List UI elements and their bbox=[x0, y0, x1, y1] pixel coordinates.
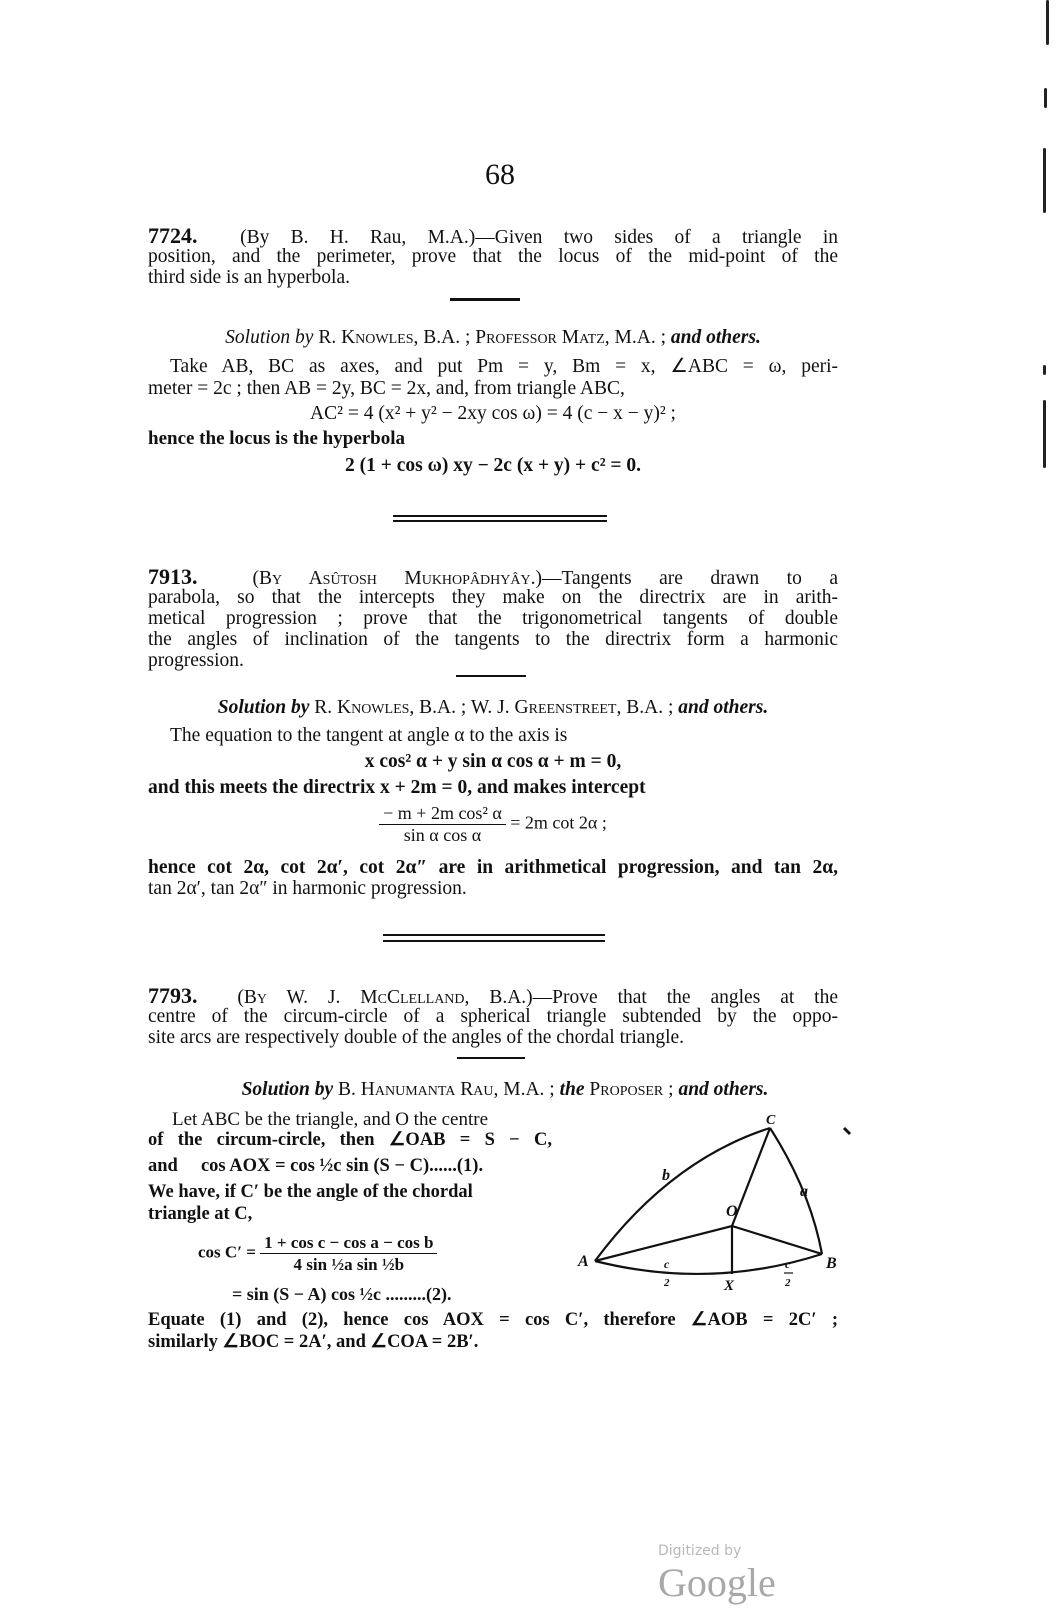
solution-prefix: Solution by bbox=[225, 327, 314, 348]
denominator: 4 sin ½a sin ½b bbox=[293, 1255, 405, 1274]
numerator: 1 + cos c − cos a − cos b bbox=[260, 1232, 437, 1254]
label-o-center: O bbox=[726, 1203, 738, 1220]
proposer: (By B. H. Rau, M.A.) bbox=[240, 227, 476, 248]
statement-line: site arcs are respectively double of the angles of the chordal triangle. bbox=[148, 1027, 685, 1048]
label-c-vertex: C bbox=[766, 1113, 776, 1128]
lhs: cos C′ = bbox=[198, 1242, 256, 1262]
fraction bbox=[260, 1232, 437, 1275]
body-line: hence the locus is the hyperbola bbox=[148, 428, 406, 449]
body-line: Take AB, BC as axes, and put Pm = y, Bm = x, ∠ABC = ω, peri- bbox=[170, 356, 838, 377]
google-watermark bbox=[658, 1540, 848, 1605]
equation: x cos² α + y sin α cos α + m = 0, bbox=[364, 751, 622, 772]
solution-credit bbox=[160, 1079, 850, 1100]
solution-names: R. Knowles, B.A. ; Professor Matz, M.A. ; bbox=[318, 327, 666, 348]
equation: 2 (1 + cos ω) xy − 2c (x + y) + c² = 0. bbox=[344, 455, 642, 476]
fraction-equation bbox=[198, 1232, 518, 1275]
equation-2: = sin (S − A) cos ½c .........(2). bbox=[232, 1284, 452, 1304]
margin-mark bbox=[1043, 365, 1046, 375]
problem-number: 7793. bbox=[148, 983, 198, 1008]
solution-names: R. Knowles, B.A. ; W. J. Greenstreet, B.A. ; bbox=[314, 697, 674, 718]
solution-prefix: Solution by bbox=[241, 1079, 334, 1100]
body-line: meter = 2c ; then AB = 2y, BC = 2x, and, from triangle ABC, bbox=[148, 378, 625, 399]
fraction bbox=[379, 803, 506, 846]
problem-7724-line-1 bbox=[148, 225, 838, 248]
label-a-side: a bbox=[800, 1183, 808, 1200]
short-rule bbox=[456, 675, 526, 677]
statement-line: progression. bbox=[148, 650, 244, 671]
proposer: (By Asûtosh Mukhopâdhyây.) bbox=[252, 568, 542, 589]
problem-7913-line-1 bbox=[148, 566, 838, 589]
short-rule bbox=[450, 298, 520, 301]
denominator: sin α cos α bbox=[403, 825, 482, 845]
label-c-half-left-num: c bbox=[664, 1257, 670, 1271]
body-line: We have, if C′ be the angle of the chordal bbox=[148, 1182, 473, 1202]
body-line: and this meets the directrix x + 2m = 0, and makes intercept bbox=[148, 777, 646, 798]
label-a-vertex: A bbox=[578, 1253, 589, 1270]
label-b-vertex: B bbox=[826, 1255, 837, 1272]
solution-credit bbox=[148, 697, 838, 718]
statement-line: parabola, so that the intercepts they make on the directrix are in arith- bbox=[148, 587, 838, 608]
body-line: triangle at C, bbox=[148, 1204, 253, 1224]
statement-line: metical progression ; prove that the trigonometrical tangents of double bbox=[148, 608, 838, 629]
proposer: (By W. J. McClelland, B.A.) bbox=[237, 987, 533, 1008]
solution-suffix: and others. bbox=[670, 327, 761, 348]
solution-names: B. Hanumanta Rau, M.A. ; bbox=[338, 1079, 555, 1100]
statement-text: —Given two sides of a triangle in bbox=[475, 227, 839, 248]
body-line: The equation to the tangent at angle α to the axis is bbox=[170, 725, 568, 746]
stray-mark bbox=[844, 1128, 850, 1134]
problem-7793-line-1 bbox=[148, 985, 838, 1008]
solution-suffix: and others. bbox=[678, 1079, 769, 1100]
body-line: of the circum-circle, then ∠OAB = S − C, bbox=[148, 1130, 552, 1150]
statement-line: the angles of inclination of the tangents to the directrix form a harmonic bbox=[148, 629, 838, 650]
label-c-half-right-num: c bbox=[785, 1257, 791, 1271]
chords-to-center bbox=[595, 1226, 822, 1261]
double-rule-bottom bbox=[393, 520, 607, 522]
watermark-prefix: Digitized by bbox=[658, 1543, 742, 1559]
margin-mark bbox=[1044, 88, 1047, 108]
equation-1: cos AOX = cos ½c sin (S − C)......(1). bbox=[200, 1156, 484, 1176]
watermark-brand-logo: Google bbox=[658, 1560, 776, 1605]
double-rule-top bbox=[393, 515, 607, 517]
arc-a bbox=[770, 1128, 822, 1254]
margin-mark bbox=[1046, 0, 1049, 45]
double-rule-top bbox=[383, 934, 605, 936]
numerator: − m + 2m cos² α bbox=[379, 803, 506, 825]
solution-middle-it: the bbox=[559, 1079, 585, 1100]
line-co bbox=[732, 1128, 770, 1226]
and-word: and bbox=[148, 1156, 178, 1176]
body-line: Let ABC be the triangle, and O the centre bbox=[172, 1109, 489, 1130]
statement-line: centre of the circum-circle of a spherical triangle subtended by the oppo- bbox=[148, 1006, 838, 1027]
equation: AC² = 4 (x² + y² − 2xy cos ω) = 4 (c − x − y)² ; bbox=[310, 403, 676, 424]
problem-number: 7913. bbox=[148, 564, 198, 589]
body-line: Equate (1) and (2), hence cos AOX = cos C′, therefore ∠AOB = 2C′ ; bbox=[148, 1310, 838, 1330]
margin-mark bbox=[1043, 400, 1046, 468]
label-c-half-left-den: 2 bbox=[664, 1277, 670, 1289]
label-b-side: b bbox=[662, 1167, 670, 1184]
solution-credit bbox=[148, 327, 838, 348]
double-rule-bottom bbox=[383, 940, 605, 942]
body-line: tan 2α′, tan 2α″ in harmonic progression. bbox=[148, 878, 467, 899]
body-line: similarly ∠BOC = 2A′, and ∠COA = 2B′. bbox=[148, 1332, 479, 1352]
label-x: X bbox=[724, 1278, 735, 1294]
margin-mark bbox=[1043, 148, 1046, 213]
body-line bbox=[148, 1156, 552, 1177]
statement-text: —Tangents are drawn to a bbox=[541, 568, 839, 589]
solution-suffix: and others. bbox=[678, 697, 769, 718]
statement-text: —Prove that the angles at the bbox=[532, 987, 839, 1008]
page-number: 68 bbox=[485, 158, 515, 191]
statement-line: third side is an hyperbola. bbox=[148, 267, 350, 288]
solution-middle: Proposer ; bbox=[589, 1079, 674, 1100]
body-line: hence cot 2α, cot 2α′, cot 2α″ are in arithmetical progression, and tan 2α, bbox=[148, 857, 838, 878]
solution-prefix: Solution by bbox=[217, 697, 310, 718]
problem-number: 7724. bbox=[148, 223, 198, 248]
fraction-result: = 2m cot 2α ; bbox=[510, 812, 607, 833]
fraction-equation bbox=[148, 803, 838, 846]
spherical-triangle-diagram bbox=[560, 1110, 860, 1300]
label-c-half-right-den: 2 bbox=[785, 1277, 791, 1289]
statement-line: position, and the perimeter, prove that the locus of the mid-point of the bbox=[148, 246, 838, 267]
short-rule bbox=[457, 1057, 525, 1059]
